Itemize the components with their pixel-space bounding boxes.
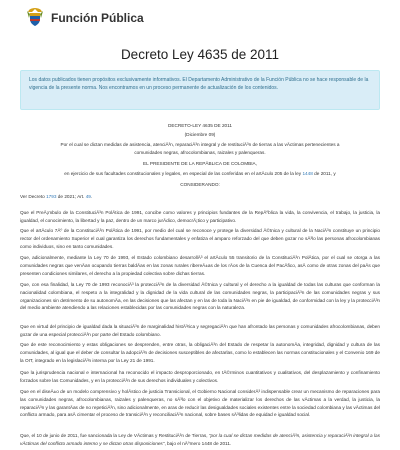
decree-date: (Diciembre 09) bbox=[184, 132, 216, 137]
colombia-coat-of-arms-icon bbox=[25, 6, 45, 28]
law-1448-link[interactable]: 1448 bbox=[302, 171, 313, 176]
paragraph: Que el PreÃ¡mbulo de la ConstituciÃ³n PolÃtica de 1991, concibe como valores y principios fundantes de la RepÃºblica la vida, la convivencia, el trabajo, la justicia, la igualdad, el conocimiento, la libertad y la paz, dentro de un marco jurÃdico, democrÃ¡tico y participativo. bbox=[20, 210, 380, 223]
paragraph: Que en el diseÃ±o de un modelo comprensivo y holÃstico de justicia Transicional, el Gobierno Nacional considerÃ³ indispensable crear un mecanismo de reparaciones para las comunidades negras, afrocolombianas, raizales y palenqueras, no sÃ³lo con el objetivo de materializar los derechos de las vÃctimas a la verdad, la justicia, la reparaciÃ³n y las garantÃas de no repeticiÃ³n, sino adicionalmente, en aras de reducir las desigualdades sociales existentes entre la sociedad colombiana y las vÃctimas del conflicto armado, para asÃ cimentar el proceso de transiciÃ³n y reconciliaciÃ³n nacional, sobre bases sÃ³lidas de equidad e igualdad social. bbox=[20, 389, 380, 418]
disclaimer-notice: Los datos publicados tienen propósitos exclusivamente informativos. El Departamento Administrativo de la Función Pública no se hace responsable de la vigencia de la presente norma. Nos encontramos en un proceso permanente de actualización de los contenidos. bbox=[20, 70, 380, 110]
see-also-end: . bbox=[90, 194, 93, 199]
page-title: Decreto Ley 4635 de 2011 bbox=[120, 47, 280, 62]
paragraph: Que la jurisprudencia nacional e internacional ha reconocido el impacto desproporcionado, en tÃ©rminos cuantitativos y cualitativos, del desplazamiento y confinamiento forzados sobre las Comunidades, y en la protecciÃ³n de sus derechos individuales y colectivos. bbox=[20, 370, 380, 383]
powers-text-before: en ejercicio de sus facultades constitucionales y legales, en especial de las conferidas en el artÃculo 205 de la ley bbox=[64, 171, 303, 176]
decree-subject: Por el cual se dictan medidas de asistencia, atenciÃ³n, reparaciÃ³n integral y de restituciÃ³n de tierras a las vÃctimas pertenecientes a comunidades negras, afrocolombianas, raizales y palenqueras. bbox=[60, 142, 340, 155]
site-header bbox=[0, 0, 400, 34]
decree-heading: DECRETO-LEY 4635 DE 2011 bbox=[167, 123, 233, 128]
see-also-label: Ver Decreto bbox=[20, 194, 47, 199]
paragraph: Que el artÃculo 7Âº de la ConstituciÃ³n PolÃtica de 1991, por medio del cual se reconoce y protege la diversidad Ã©tnica y cultural de la NaciÃ³n constituye un principio rector del ordenamiento Superior el cual garantiza los derechos fundamentales y enfatiza el amparo reforzado del que deben gozar no sÃ³lo las personas afrocolombianas como individuos, sino en tanto comunidades. bbox=[20, 228, 380, 249]
decree-1793-link[interactable]: 1793 bbox=[46, 194, 57, 199]
president-line: EL PRESIDENTE DE LA REPÃBLICA DE COLOMBIA, bbox=[143, 161, 257, 166]
paragraph-last bbox=[20, 432, 380, 448]
paragraph: Que, adicionalmente, mediante la Ley 70 de 1993, el Estado colombiano desarrollÃ³ el artÃculo 55 transitorio de la ConstituciÃ³n PolÃtica, por el cual se otorga a las comunidades negras que venÃan ocupando tierras baldÃas en las zonas rurales ribereÃ±as de los rÃos de la Cuenca del PacÃfico, asÃ como de otras zonas del paÃs que presenten condiciones similares, el derecho a la propiedad colectiva sobre dichas tierras. bbox=[20, 255, 380, 276]
powers-text-after: de 2011, y bbox=[312, 171, 336, 176]
last-paragraph-before: Que, el 10 de junio de 2011, fue sancionada la Ley de VÃctimas y RestituciÃ³n de Tierras, bbox=[20, 433, 209, 438]
paragraph: Que, con esa finalidad, la Ley 70 de 1993 reconociÃ³ la protecciÃ³n de la diversidad Ã©tnica y cultural y el derecho a la igualdad de todas las culturas que conforman la nacionalidad colombiana, el respeto a la integralidad y la dignidad de la vida cultural de las comunidades negras, la participaciÃ³n de las comunidades negras y sus organizaciones sin detrimento de su autonomÃa, en las decisiones que las afectan y en las de toda la NaciÃ³n en pie de igualdad, de conformidad con la ley y la protecciÃ³n del medio ambiente atendiendo a las relaciones establecidas por las comunidades negras con la naturaleza. bbox=[20, 282, 380, 311]
last-paragraph-quote: "por la cual se dictan medidas de atenciÃ³n, asistencia y reparaciÃ³n integral a las vÃctimas del conflicto armado interno y se dictan otras disposiciones" bbox=[20, 433, 380, 446]
powers-text bbox=[20, 170, 380, 178]
paragraph: Que en virtud del principio de igualdad dada la situaciÃ³n de marginalidad histÃ³rica y segregaciÃ³n que han afrontado las personas y comunidades afrocolombianas, deben gozar de una especial protecciÃ³n por parte del Estado colombiano. bbox=[20, 324, 380, 337]
paragraph: Que de este reconocimiento y estas obligaciones se desprenden, entre otras, la obligaciÃ³n del Estado de respetar la autonomÃa, integridad, dignidad y cultura de las comunidades, al igual que el deber de consultar la adopciÃ³n de decisiones susceptibles de afectarlas, como lo establecen las normas constitucionales y el Convenio 169 de la OIT, integrado en la legislaciÃ³n interna por la Ley 21 de 1991. bbox=[20, 342, 380, 363]
article-49-link[interactable]: 49 bbox=[85, 194, 91, 199]
see-also-mid: de 2021; Art. bbox=[56, 194, 86, 199]
considering-heading: CONSIDERANDO: bbox=[180, 182, 220, 187]
last-paragraph-after: , bajo el nÃºmero 1448 de 2011. bbox=[164, 440, 232, 446]
brand-name[interactable]: Función Pública bbox=[51, 11, 144, 25]
see-also-line bbox=[20, 193, 380, 201]
